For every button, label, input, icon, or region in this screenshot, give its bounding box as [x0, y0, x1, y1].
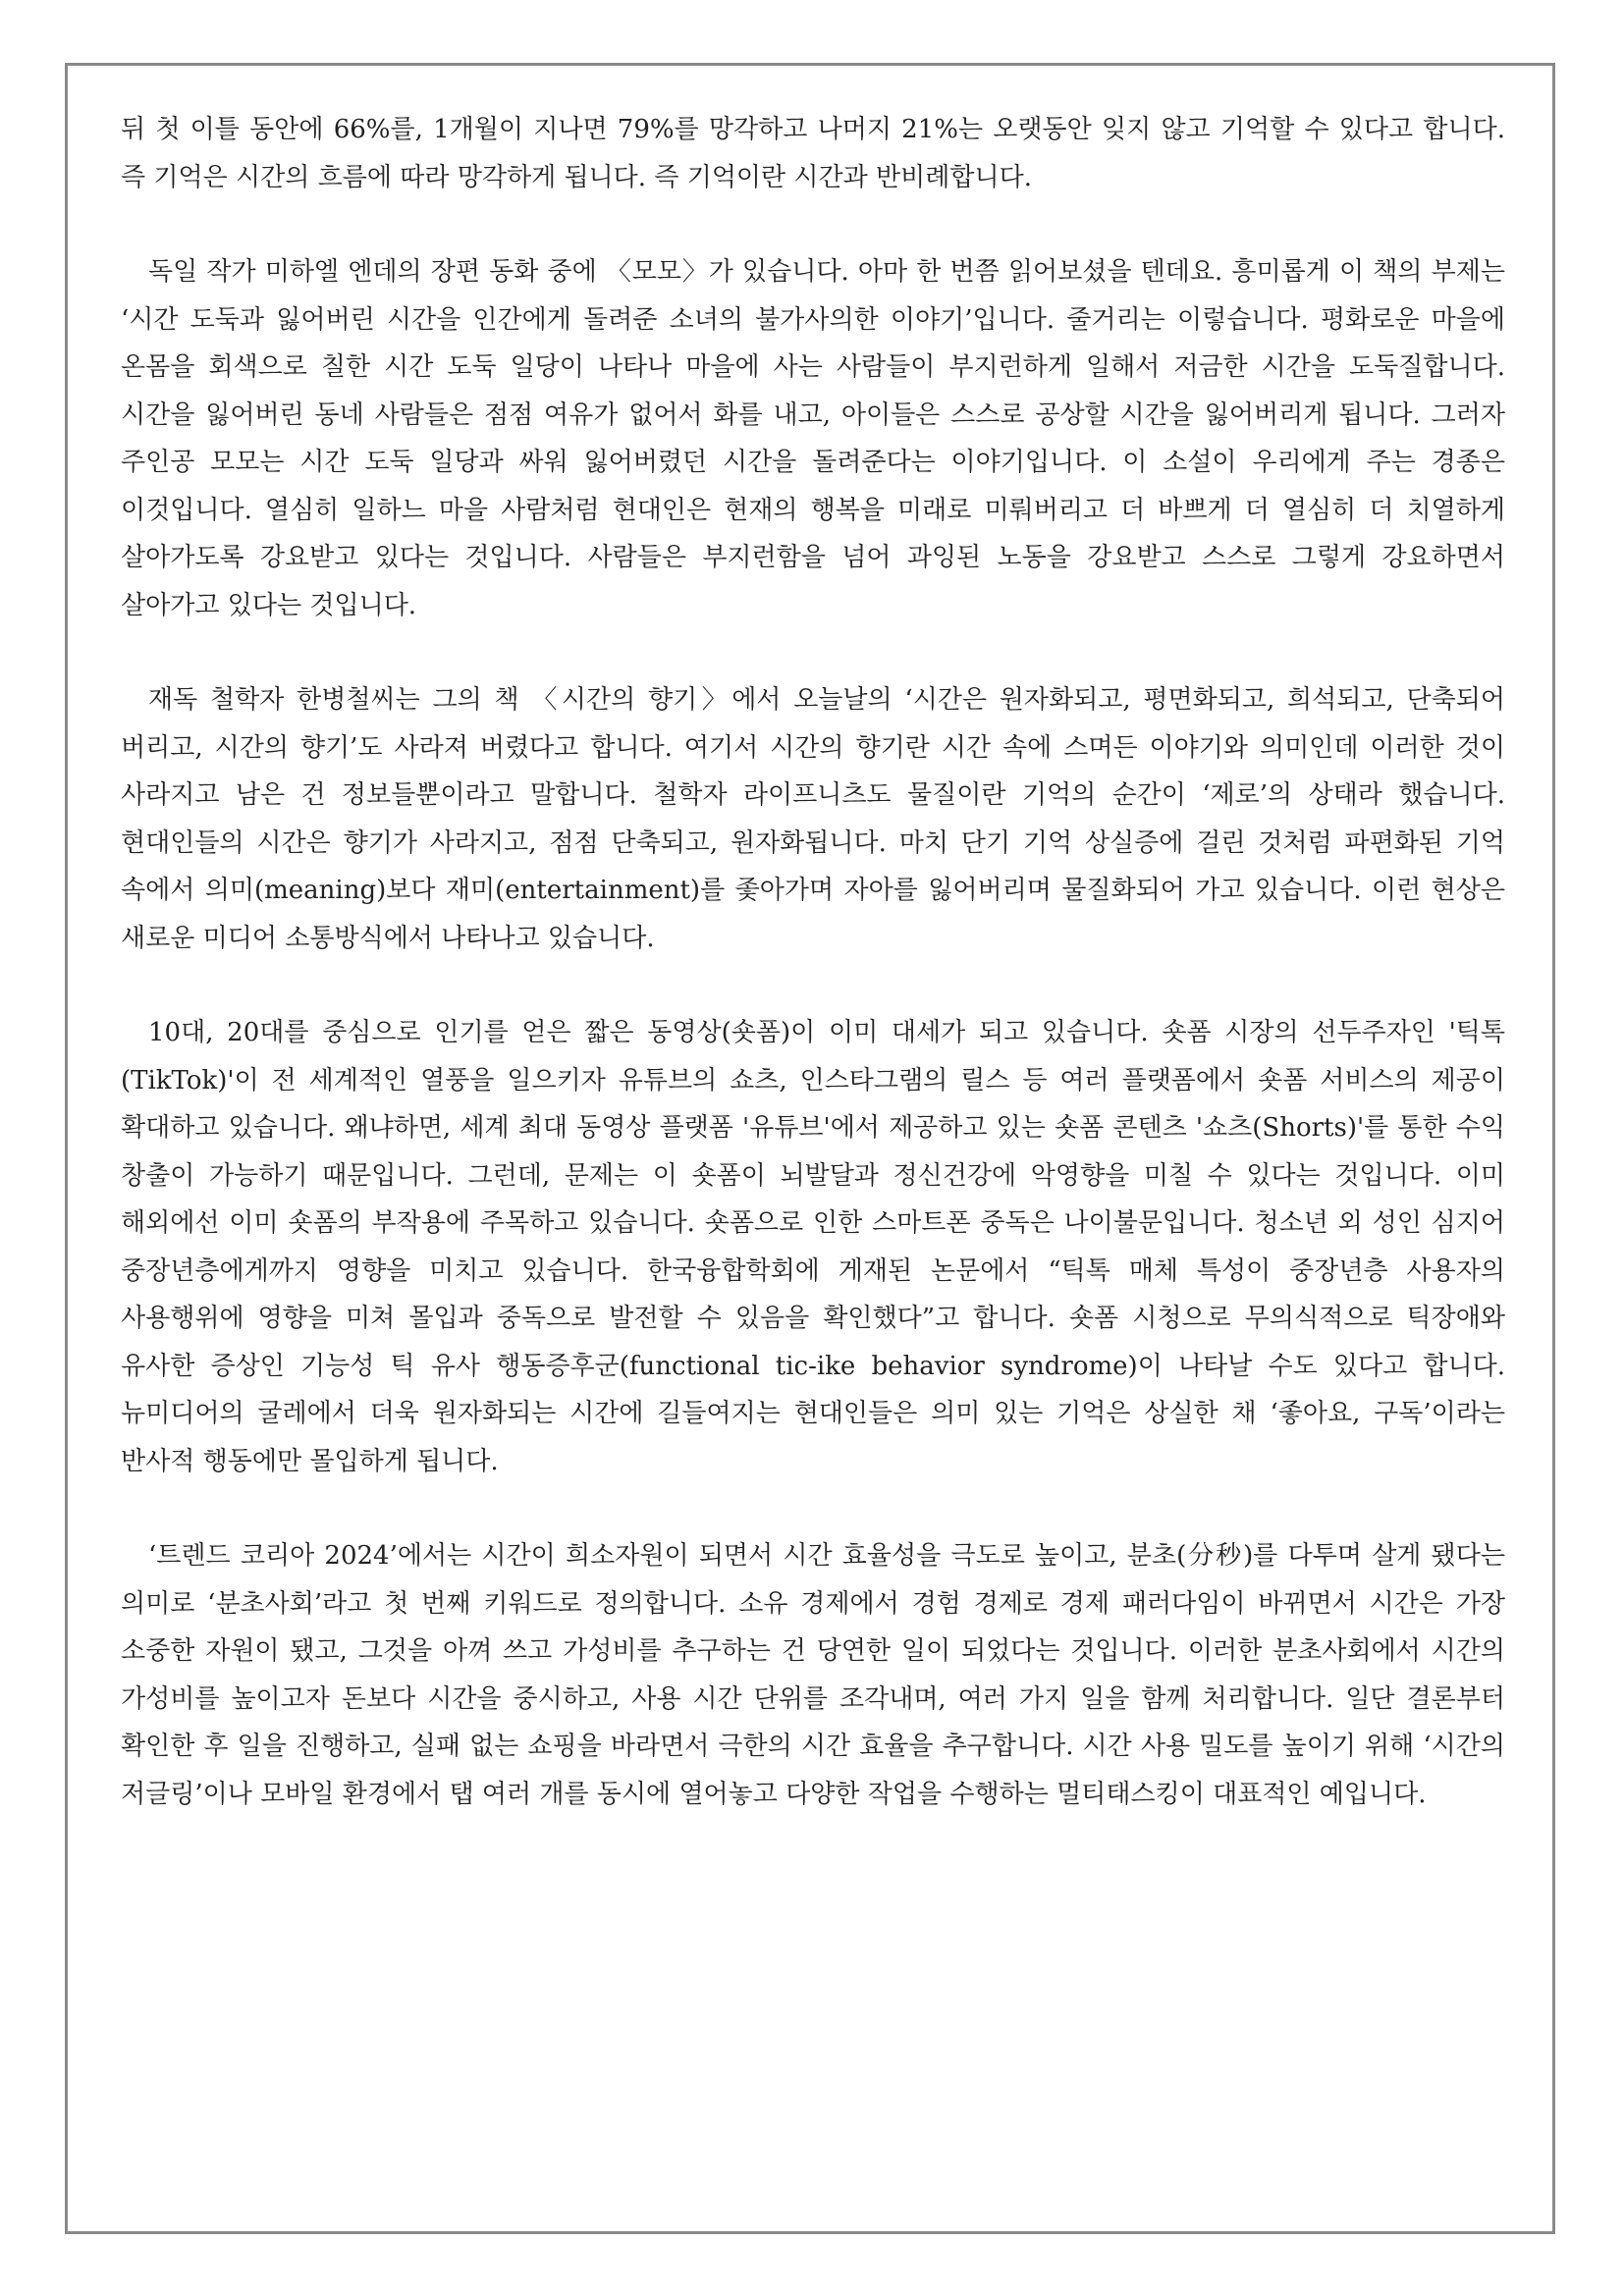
paragraph-5: ‘트렌드 코리아 2024’에서는 시간이 희소자원이 되면서 시간 효율성을 극도로 높이고, 분초(分秒)를 다투며 살게 됐다는 의미로 ‘분초사회’라고 첫 번째 키워드로 정의합니다. 소유 경제에서 경험 경제로 경제 패러다임이 바뀌면서 시간은 가장 소중한 자원이 됐고, 그것을 아껴 쓰고 가성비를 추구하는 건 당연한 일이 되었다는 것입니다. 이러한 분초사회에서 시간의 가성비를 높이고자 돈보다 시간을 중시하고, 사용 시간 단위를 조각내며, 여러 가지 일을 함께 처리합니다. 일단 결론부터 확인한 후 일을 진행하고, 실패 없는 쇼핑을 바라면서 극한의 시간 효율을 추구합니다. 시간 사용 밀도를 높이기 위해 ‘시간의 저글링’이나 모바일 환경에서 탭 여러 개를 동시에 열어놓고 다양한 작업을 수행하는 멀티태스킹이 대표적인 예입니다.: [121, 1541, 1505, 1809]
paragraph-2: 독일 작가 미하엘 엔데의 장편 동화 중에 〈모모〉가 있습니다. 아마 한 번쯤 읽어보셨을 텐데요. 흥미롭게 이 책의 부제는 ‘시간 도둑과 잃어버린 시간을 인간에게 돌려준 소녀의 불가사의한 이야기’입니다. 줄거리는 이렇습니다. 평화로운 마을에 온몸을 회색으로 칠한 시간 도둑 일당이 나타나 마을에 사는 사람들이 부지런하게 일해서 저금한 시간을 도둑질합니다. 시간을 잃어버린 동네 사람들은 점점 여유가 없어서 화를 내고, 아이들은 스스로 공상할 시간을 잃어버리게 됩니다. 그러자 주인공 모모는 시간 도둑 일당과 싸워 잃어버렸던 시간을 돌려준다는 이야기입니다. 이 소설이 우리에게 주는 경종은 이것입니다. 열심히 일하느 마을 사람처럼 현대인은 현재의 행복을 미래로 미뤄버리고 더 바쁘게 더 열심히 더 치열하게 살아가도록 강요받고 있다는 것입니다. 사람들은 부지런함을 넘어 과잉된 노동을 강요받고 스스로 그렇게 강요하면서 살아가고 있다는 것입니다.: [121, 257, 1505, 620]
paragraph-4: 10대, 20대를 중심으로 인기를 얻은 짧은 동영상(숏폼)이 이미 대세가 되고 있습니다. 숏폼 시장의 선두주자인 '틱톡(TikTok)'이 전 세계적인 열풍을 일으키자 유튜브의 쇼츠, 인스타그램의 릴스 등 여러 플랫폼에서 숏폼 서비스의 제공이 확대하고 있습니다. 왜냐하면, 세계 최대 동영상 플랫폼 '유튜브'에서 제공하고 있는 숏폼 콘텐츠 '쇼츠(Shorts)'를 통한 수익 창출이 가능하기 때문입니다. 그런데, 문제는 이 숏폼이 뇌발달과 정신건강에 악영향을 미칠 수 있다는 것입니다. 이미 해외에선 이미 숏폼의 부작용에 주목하고 있습니다. 숏폼으로 인한 스마트폰 중독은 나이불문입니다. 청소년 외 성인 심지어 중장년층에게까지 영향을 미치고 있습니다. 한국융합학회에 게재된 논문에서 “틱톡 매체 특성이 중장년층 사용자의 사용행위에 영향을 미쳐 몰입과 중독으로 발전할 수 있음을 확인했다”고 합니다. 숏폼 시청으로 무의식적으로 틱장애와 유사한 증상인 기능성 틱 유사 행동증후군(functional tic-ike behavior syndrome)이 나타날 수도 있다고 합니다. 뉴미디어의 굴레에서 더욱 원자화되는 시간에 길들여지는 현대인들은 의미 있는 기억은 상실한 채 ‘좋아요, 구독’이라는 반사적 행동에만 몰입하게 됩니다.: [121, 1018, 1505, 1476]
paragraph-3: 재독 철학자 한병철씨는 그의 책 〈시간의 향기〉에서 오늘날의 ‘시간은 원자화되고, 평면화되고, 희석되고, 단축되어 버리고, 시간의 향기’도 사라져 버렸다고 합니다. 여기서 시간의 향기란 시간 속에 스며든 이야기와 의미인데 이러한 것이 사라지고 남은 건 정보들뿐이라고 말합니다. 철학자 라이프니츠도 물질이란 기억의 순간이 ‘제로’의 상태라 했습니다. 현대인들의 시간은 향기가 사라지고, 점점 단축되고, 원자화됩니다. 마치 단기 기억 상실증에 걸린 것처럼 파편화된 기억 속에서 의미(meaning)보다 재미(entertainment)를 좇아가며 자아를 잃어버리며 물질화되어 가고 있습니다. 이런 현상은 새로운 미디어 소통방식에서 나타나고 있습니다.: [121, 685, 1505, 953]
document-body: [121, 106, 1505, 1818]
paragraph-1: 뒤 첫 이틀 동안에 66%를, 1개월이 지나면 79%를 망각하고 나머지 21%는 오랫동안 잊지 않고 기억할 수 있다고 합니다. 즉 기억은 시간의 흐름에 따라 망각하게 됩니다. 즉 기억이란 시간과 반비례합니다.: [121, 115, 1505, 192]
